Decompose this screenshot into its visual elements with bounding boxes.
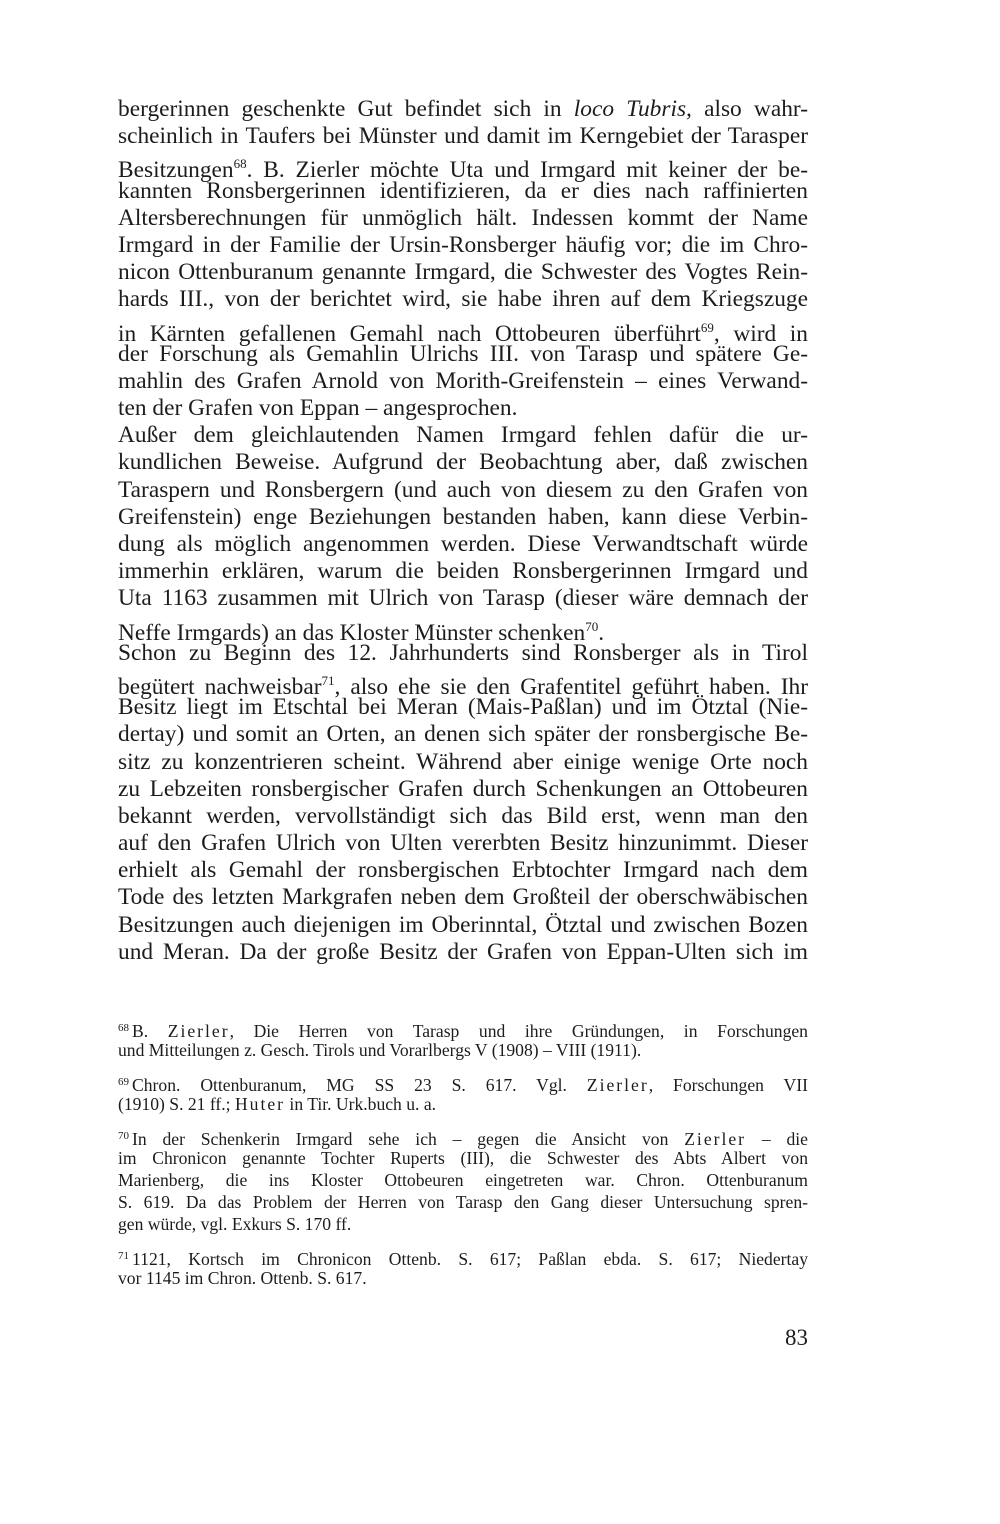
text-line: Schon zu Beginn des 12. Jahrhunderts sind Ronsberger als in Tirol — [118, 639, 808, 666]
footnote-line: $^{69}$ Chron. Ottenburanum, MG SS 23 S. 617. Vgl. Zierler, Forschungen VII — [118, 1075, 808, 1095]
footnote-line: (1910) S. 21 ff.; Huter in Tir. Urk.buch u. a. — [118, 1094, 437, 1114]
text-line: dung als möglich angenommen werden. Diese Verwandtschaft würde — [118, 531, 808, 557]
text-line: zu Lebzeiten ronsbergischer Grafen durch Schenkungen an Ottobeuren — [118, 775, 808, 802]
text-line: in Kärnten gefallenen Gemahl nach Ottobeuren überführt$^{69}$, wird in — [118, 319, 808, 347]
footnote-line: vor 1145 im Chron. Ottenb. S. 617. — [118, 1268, 367, 1288]
footnote-line: $^{70}$ In der Schenkerin Irmgard sehe ich – gegen die Ansicht von Zierler – die — [118, 1129, 808, 1149]
text-line: und Meran. Da der große Besitz der Grafen von Eppan-Ulten sich im — [118, 938, 808, 965]
text-line: scheinlich in Taufers bei Münster und damit im Kerngebiet der Tarasper — [118, 123, 808, 150]
footnote-number: 69 — [118, 1076, 129, 1088]
text-line: sitz zu konzentrieren scheint. Während aber einige wenige Orte noch — [118, 748, 808, 775]
italic-text: loco Tubris, — [573, 96, 692, 122]
footnote-line: $^{71}$ 1121, Kortsch im Chronicon Ottenb. S. 617; Paßlan ebda. S. 617; Niedertay — [118, 1249, 808, 1269]
spaced-author: Zierler — [167, 1021, 230, 1041]
text-line: begütert nachweisbar$^{71}$, also ehe sie den Grafentitel geführt haben. Ihr — [118, 672, 808, 700]
footnote — [118, 1071, 808, 1115]
text-line: kundlichen Beweise. Aufgrund der Beobachtung aber, daß zwischen — [118, 449, 808, 476]
text-line: Besitzungen$^{68}$. B. Zierler möchte Uta und Irmgard mit keiner der be- — [118, 156, 808, 184]
footnote — [118, 1125, 808, 1235]
footnote-number: 71 — [118, 1250, 129, 1262]
footnote-line: gen würde, vgl. Exkurs S. 170 ff. — [118, 1214, 352, 1234]
footnote-line: Marienberg, die ins Kloster Ottobeuren eingetreten war. Chron. Ottenburanum — [118, 1170, 808, 1190]
text-line: kannten Ronsbergerinnen identifizieren, da er dies nach raffinierten — [118, 177, 808, 204]
text-line: nicon Ottenburanum genannte Irmgard, die Schwester des Vogtes Rein- — [118, 259, 808, 286]
text-line: dertay) und somit an Orten, an denen sich später der ronsbergische Be- — [118, 721, 808, 748]
text-line: Taraspern und Ronsbergern (und auch von diesem zu den Grafen von — [118, 476, 808, 503]
text-line: Uta 1163 zusammen mit Ulrich von Tarasp (dieser wäre demnach der — [118, 585, 808, 612]
text-line: Neffe Irmgards) an das Kloster Münster schenken$^{70}$. — [118, 618, 605, 646]
spaced-author: Zierler — [586, 1075, 649, 1095]
footnote-ref: 70 — [585, 618, 599, 634]
footnote-line: S. 619. Da das Problem der Herren von Tarasp den Gang dieser Untersuchung spren- — [118, 1192, 808, 1212]
text-line: erhielt als Gemahl der ronsbergischen Erbtochter Irmgard nach dem — [118, 857, 808, 884]
footnotes — [118, 1017, 808, 1299]
text-line: Altersberechnungen für unmöglich hält. Indessen kommt der Name — [118, 204, 808, 231]
text-line: immerhin erklären, warum die beiden Ronsbergerinnen Irmgard und — [118, 558, 808, 585]
text-line: Greifenstein) enge Beziehungen bestanden haben, kann diese Verbin- — [118, 503, 808, 530]
text-line: auf den Grafen Ulrich von Ulten vererbten Besitz hinzunimmt. Dieser — [118, 830, 808, 857]
footnote — [118, 1245, 808, 1289]
footnote-line: im Chronicon genannte Tochter Ruperts (III), die Schwester des Abts Albert von — [118, 1148, 808, 1168]
text-line: Besitzungen auch diejenigen im Oberinntal, Ötztal und zwischen Bozen — [118, 911, 808, 938]
footnote-ref: 71 — [321, 672, 335, 688]
body-text — [118, 96, 808, 966]
footnote-number: 70 — [118, 1130, 129, 1142]
text-line: Tode des letzten Markgrafen neben dem Großteil der oberschwäbischen — [118, 884, 808, 911]
text-line: bekannt werden, vervollständigt sich das Bild erst, wenn man den — [118, 802, 808, 829]
text-line: hards III., von der berichtet wird, sie habe ihren auf dem Kriegszuge — [118, 286, 808, 313]
footnote-line: $^{68}$ B. Zierler, Die Herren von Tarasp und ihre Gründungen, in Forschungen — [118, 1021, 808, 1041]
footnote-number: 68 — [118, 1022, 129, 1034]
text-line: mahlin des Grafen Arnold von Morith-Greifenstein – eines Verwand- — [118, 367, 808, 394]
text-line: Außer dem gleichlautenden Namen Irmgard fehlen dafür die ur- — [118, 422, 808, 449]
footnote — [118, 1017, 808, 1061]
footnote-ref: 68 — [233, 156, 247, 172]
text-line: bergerinnen geschenkte Gut befindet sich in loco Tubris, also wahr- — [118, 96, 809, 122]
spaced-author: Huter — [234, 1094, 286, 1114]
footnote-line: und Mitteilungen z. Gesch. Tirols und Vorarlbergs V (1908) – VIII (1911). — [118, 1040, 642, 1060]
spaced-author: Zierler — [684, 1129, 747, 1149]
text-line: Irmgard in der Familie der Ursin-Ronsberger häufig vor; die im Chro- — [118, 231, 808, 258]
text-line: ten der Grafen von Eppan – angesprochen. — [118, 395, 518, 422]
text-line: der Forschung als Gemahlin Ulrichs III. von Tarasp und spätere Ge- — [118, 340, 808, 367]
page-number: 83 — [785, 1325, 808, 1350]
footnote-ref: 69 — [700, 319, 714, 335]
text-line: Besitz liegt im Etschtal bei Meran (Mais-Paßlan) und im Ötztal (Nie- — [118, 694, 808, 721]
